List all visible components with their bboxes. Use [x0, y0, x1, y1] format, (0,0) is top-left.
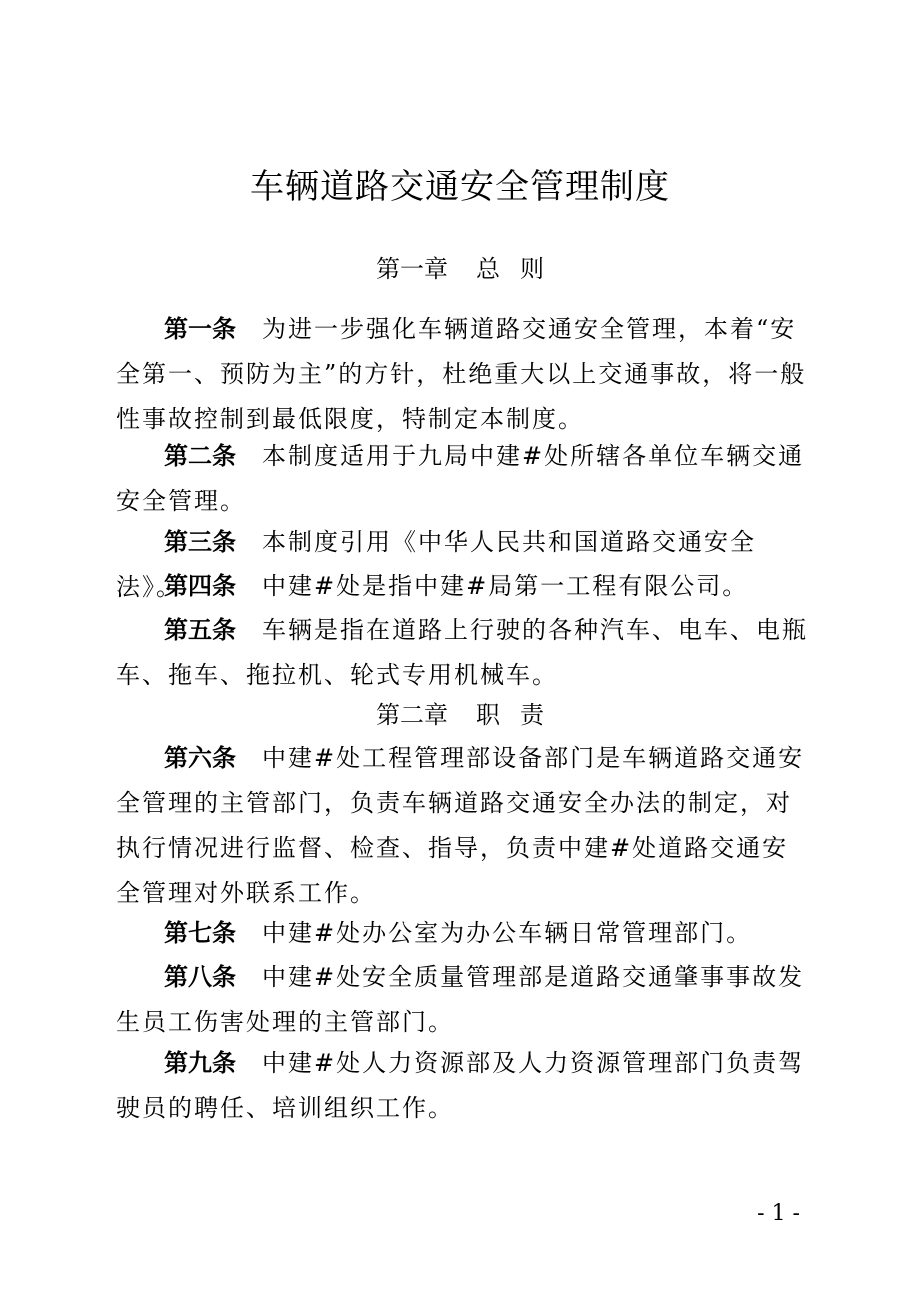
article-6 — [116, 736, 811, 916]
article-number: 第二条 — [164, 442, 236, 470]
article-text: 中建#处人力资源部及人力资源管理部门负责驾驶员的聘任、培训组织工作。 — [116, 1049, 805, 1122]
article-number: 第五条 — [164, 616, 236, 644]
article-number: 第六条 — [164, 744, 236, 772]
article-number: 第一条 — [164, 315, 236, 343]
article-5 — [116, 608, 811, 698]
article-number: 第九条 — [164, 1049, 236, 1077]
article-number: 第三条 — [164, 528, 236, 556]
chapter-name: 责 — [520, 701, 544, 729]
article-8 — [116, 955, 811, 1045]
chapter-number: 第一章 — [376, 255, 448, 283]
chapter-heading-2 — [0, 698, 920, 732]
article-7 — [116, 911, 811, 956]
article-text: 中建#处安全质量管理部是道路交通肇事事故发生员工伤害处理的主管部门。 — [116, 963, 805, 1036]
article-text: 本制度引用《中华人民共和国道路交通安全法》。 — [116, 528, 756, 601]
article-text: 中建#处办公室为办公车辆日常管理部门。 — [262, 919, 753, 947]
chapter-heading-1 — [0, 252, 920, 286]
article-text: 中建#处工程管理部设备部门是车辆道路交通安全管理的主管部门，负责车辆道路交通安全办法的制定，对执行情况进行监督、检查、指导，负责中建#处道路交通安全管理对外联系工作。 — [116, 744, 805, 907]
document-title: 车辆道路交通安全管理制度 — [250, 167, 670, 207]
article-text: 车辆是指在道路上行驶的各种汽车、电车、电瓶车、拖车、拖拉机、轮式专用机械车。 — [116, 616, 808, 689]
article-1 — [116, 307, 811, 442]
article-text: 中建#处是指中建#局第一工程有限公司。 — [262, 572, 749, 600]
article-9 — [116, 1041, 811, 1131]
article-text: 为进一步强化车辆道路交通安全管理，本着“安全第一、预防为主”的方针，杜绝重大以上交通事故，将一般性事故控制到最低限度，特制定本制度。 — [116, 315, 807, 433]
page-number: - 1 - — [757, 1201, 800, 1226]
chapter-name: 职 — [476, 701, 500, 729]
article-number: 第四条 — [164, 572, 236, 600]
chapter-name: 总 — [476, 255, 500, 283]
article-text: 本制度适用于九局中建#处所辖各单位车辆交通安全管理。 — [116, 442, 805, 515]
article-2 — [116, 434, 811, 524]
article-4 — [116, 564, 811, 609]
article-number: 第七条 — [164, 919, 236, 947]
article-number: 第八条 — [164, 963, 236, 991]
chapter-number: 第二章 — [376, 701, 448, 729]
chapter-name: 则 — [520, 255, 544, 283]
